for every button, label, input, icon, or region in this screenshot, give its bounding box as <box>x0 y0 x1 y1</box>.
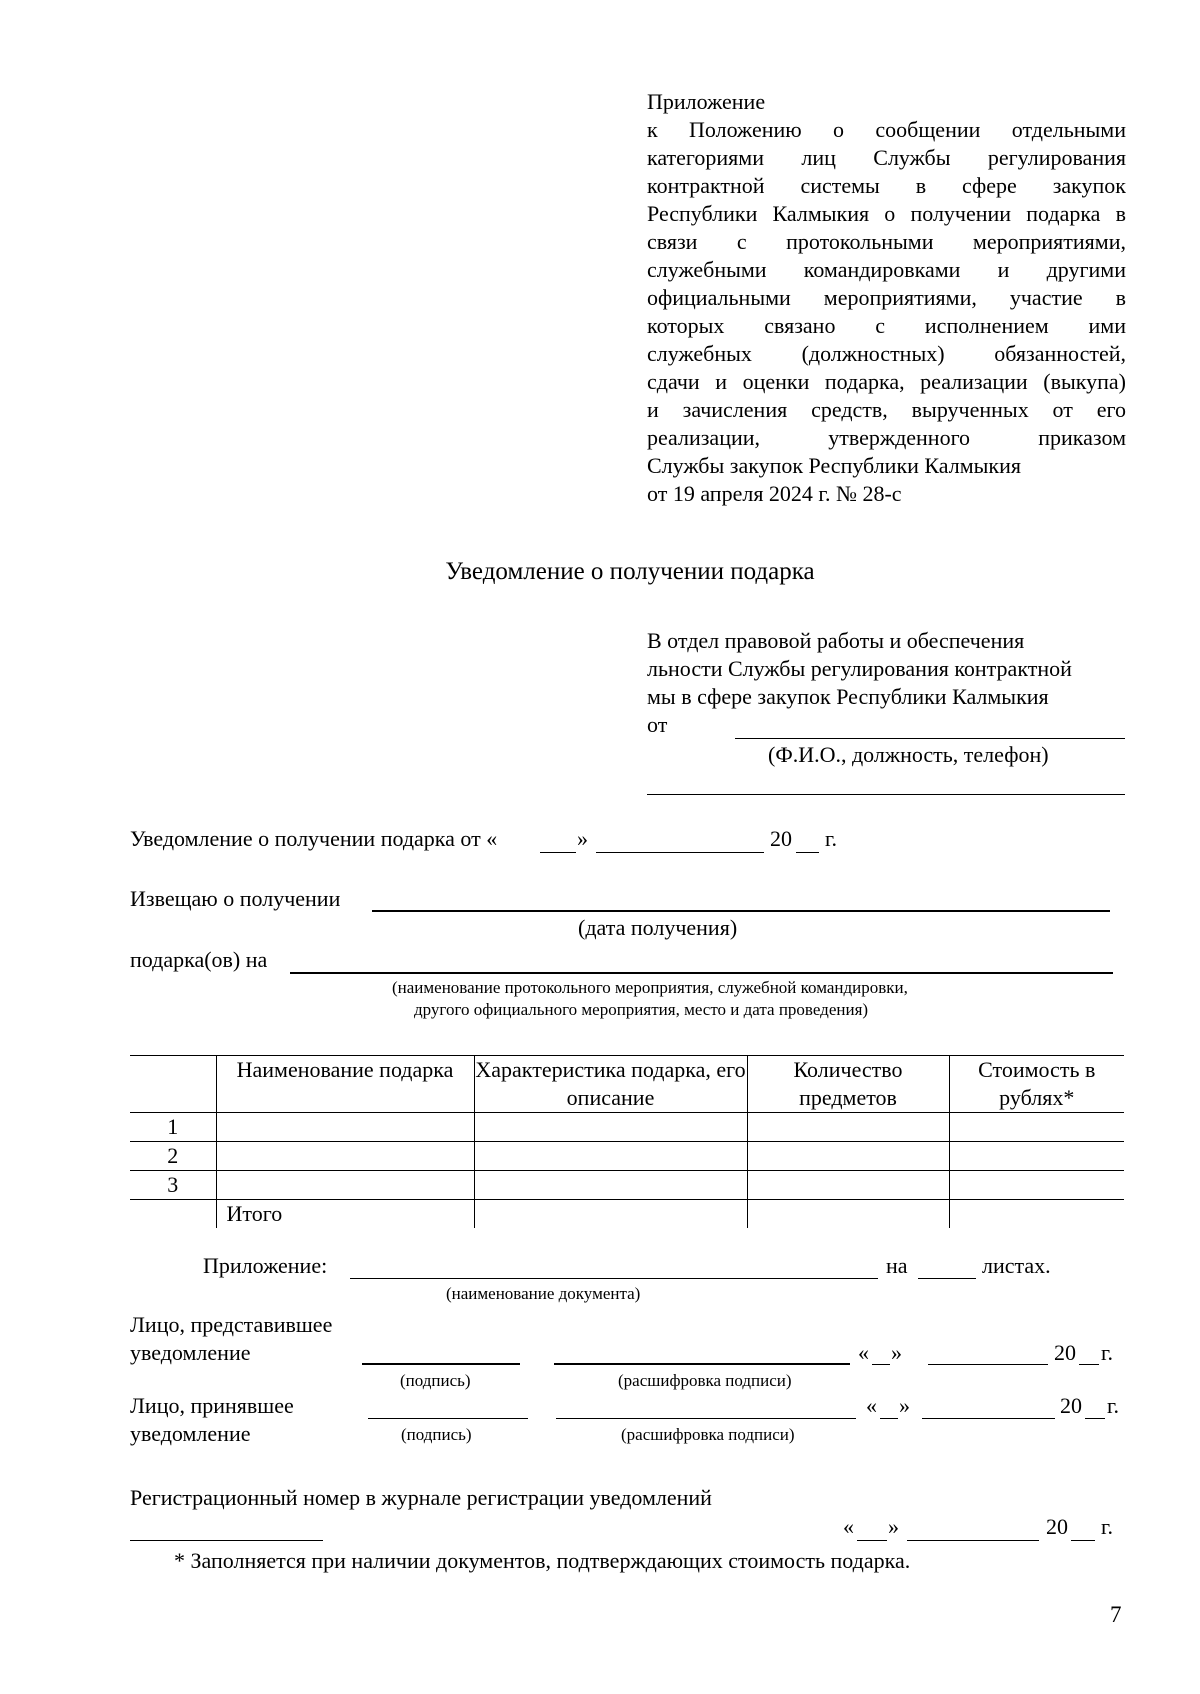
accepted-year-line[interactable] <box>1085 1418 1105 1419</box>
fio-caption: (Ф.И.О., должность, телефон) <box>768 742 1049 767</box>
notification-day-line[interactable] <box>540 852 576 853</box>
table-cell[interactable] <box>474 1113 747 1142</box>
registration-month-line[interactable] <box>907 1540 1039 1541</box>
table-cell[interactable] <box>216 1113 474 1142</box>
attachment-label: Приложение: <box>203 1253 328 1278</box>
notification-month-line[interactable] <box>596 852 764 853</box>
notification-year-suffix: г. <box>825 826 838 851</box>
submitted-decoding-caption: (расшифровка подписи) <box>618 1371 792 1390</box>
registration-label: Регистрационный номер в журнале регистрации уведомлений <box>130 1485 712 1510</box>
submitted-decoding-line[interactable] <box>554 1363 850 1365</box>
appendix-line: которых связано с исполнением ими <box>647 313 1126 338</box>
table-cell[interactable] <box>747 1142 949 1171</box>
table-header-row <box>130 1056 1124 1113</box>
table-header-cell: Характеристика подарка, его описание <box>474 1056 747 1113</box>
accepted-day-line[interactable] <box>880 1418 898 1419</box>
table-header-number <box>130 1056 216 1113</box>
accepted-decoding-caption: (расшифровка подписи) <box>621 1425 795 1444</box>
registration-year-line[interactable] <box>1071 1540 1095 1541</box>
attachment-sheets-label: листах. <box>982 1253 1051 1278</box>
registration-year-prefix: 20 <box>1046 1514 1068 1539</box>
table-cell[interactable] <box>949 1142 1124 1171</box>
table-row <box>130 1113 1124 1142</box>
submitted-day-line[interactable] <box>872 1364 890 1365</box>
addressee-line-2: льности Службы регулирования контрактной <box>647 656 1072 681</box>
appendix-line: от 19 апреля 2024 г. № 28-с <box>647 481 902 506</box>
accepted-label-2: уведомление <box>130 1421 251 1446</box>
notification-year-line[interactable] <box>796 852 819 853</box>
accepted-signature-line[interactable] <box>368 1418 528 1419</box>
receipt-date-line[interactable] <box>372 910 1110 912</box>
submitted-year-suffix: г. <box>1101 1340 1114 1365</box>
appendix-line: реализации, утвержденного приказом <box>647 425 1126 450</box>
total-label: Итого <box>216 1200 474 1229</box>
appendix-line: контрактной системы в сфере закупок <box>647 173 1126 198</box>
submitted-label-1: Лицо, представившее <box>130 1312 333 1337</box>
table-cell[interactable] <box>474 1142 747 1171</box>
row-number: 3 <box>130 1171 216 1200</box>
page-number: 7 <box>1110 1602 1122 1627</box>
from-fill-line[interactable] <box>735 738 1125 739</box>
table-cell[interactable] <box>949 1113 1124 1142</box>
submitted-month-line[interactable] <box>928 1364 1048 1365</box>
accepted-quote-open: « <box>866 1393 877 1418</box>
table-total-row <box>130 1200 1124 1229</box>
registration-quote-open: « <box>843 1514 854 1539</box>
attachment-doc-line[interactable] <box>350 1278 878 1279</box>
submitted-year-prefix: 20 <box>1054 1340 1076 1365</box>
event-line[interactable] <box>290 972 1113 974</box>
notification-year-prefix: 20 <box>770 826 792 851</box>
accepted-quote-close: » <box>899 1393 910 1418</box>
submitted-label-2: уведомление <box>130 1340 251 1365</box>
registration-day-line[interactable] <box>857 1540 887 1541</box>
table-cell[interactable] <box>474 1171 747 1200</box>
accepted-label-1: Лицо, принявшее <box>130 1393 294 1418</box>
submitted-year-line[interactable] <box>1079 1364 1099 1365</box>
table-cell[interactable] <box>747 1171 949 1200</box>
attachment-on-label: на <box>886 1253 908 1278</box>
table-header-cell: Стоимость в рублях* <box>949 1056 1124 1113</box>
accepted-month-line[interactable] <box>922 1418 1055 1419</box>
fio-fill-line[interactable] <box>647 794 1125 795</box>
appendix-line: Республики Калмыкия о получении подарка в <box>647 201 1126 226</box>
appendix-line: категориями лиц Службы регулирования <box>647 145 1126 170</box>
receipt-label: Извещаю о получении <box>130 886 341 911</box>
appendix-line: сдачи и оценки подарка, реализации (выкупа) <box>647 369 1126 394</box>
registration-number-line[interactable] <box>130 1540 323 1541</box>
appendix-line: служебными командировками и другими <box>647 257 1126 282</box>
table-header-cell: Наименование подарка <box>216 1056 474 1113</box>
footnote: * Заполняется при наличии документов, подтверждающих стоимость подарка. <box>174 1548 911 1573</box>
total-blank <box>130 1200 216 1229</box>
table-cell[interactable] <box>949 1171 1124 1200</box>
appendix-line: официальными мероприятиями, участие в <box>647 285 1126 310</box>
receipt-date-caption: (дата получения) <box>578 915 738 940</box>
event-caption-1: (наименование протокольного мероприятия, служебной командировки, <box>392 978 908 997</box>
accepted-year-prefix: 20 <box>1060 1393 1082 1418</box>
submitted-signature-caption: (подпись) <box>400 1371 471 1390</box>
appendix-line: к Положению о сообщении отдельными <box>647 117 1126 142</box>
table-row <box>130 1142 1124 1171</box>
appendix-line: Приложение <box>647 89 766 114</box>
table-cell[interactable] <box>216 1171 474 1200</box>
notification-prefix: Уведомление о получении подарка от « <box>130 826 498 851</box>
addressee-line-3: мы в сфере закупок Республики Калмыкия <box>647 684 1049 709</box>
page-title: Уведомление о получении подарка <box>445 558 815 585</box>
from-label: от <box>647 712 668 737</box>
gifts-label: подарка(ов) на <box>130 947 268 972</box>
submitted-quote-close: » <box>891 1340 902 1365</box>
table-cell[interactable] <box>216 1142 474 1171</box>
table-cell[interactable] <box>747 1200 949 1229</box>
table-cell[interactable] <box>747 1113 949 1142</box>
event-caption-2: другого официального мероприятия, место и дата проведения) <box>414 1000 869 1019</box>
table-cell[interactable] <box>474 1200 747 1229</box>
attachment-doc-caption: (наименование документа) <box>446 1284 641 1303</box>
accepted-signature-caption: (подпись) <box>401 1425 472 1444</box>
table-header-cell: Количество предметов <box>747 1056 949 1113</box>
submitted-signature-line[interactable] <box>362 1363 520 1365</box>
notification-quote-close: » <box>577 826 588 851</box>
appendix-line: и зачисления средств, вырученных от его <box>647 397 1126 422</box>
gift-table <box>130 1055 1124 1228</box>
registration-quote-close: » <box>888 1514 899 1539</box>
row-number: 2 <box>130 1142 216 1171</box>
submitted-quote-open: « <box>858 1340 869 1365</box>
appendix-header <box>647 88 1126 508</box>
accepted-year-suffix: г. <box>1107 1393 1120 1418</box>
appendix-line: Службы закупок Республики Калмыкия <box>647 453 1022 478</box>
addressee-line-1: В отдел правовой работы и обеспечения <box>647 628 1025 653</box>
table-cell[interactable] <box>949 1200 1124 1229</box>
row-number: 1 <box>130 1113 216 1142</box>
appendix-line: служебных (должностных) обязанностей, <box>647 341 1126 366</box>
accepted-decoding-line[interactable] <box>556 1418 856 1419</box>
registration-year-suffix: г. <box>1101 1514 1114 1539</box>
attachment-sheets-line[interactable] <box>918 1278 976 1279</box>
appendix-line: связи с протокольными мероприятиями, <box>647 229 1126 254</box>
table-row <box>130 1171 1124 1200</box>
